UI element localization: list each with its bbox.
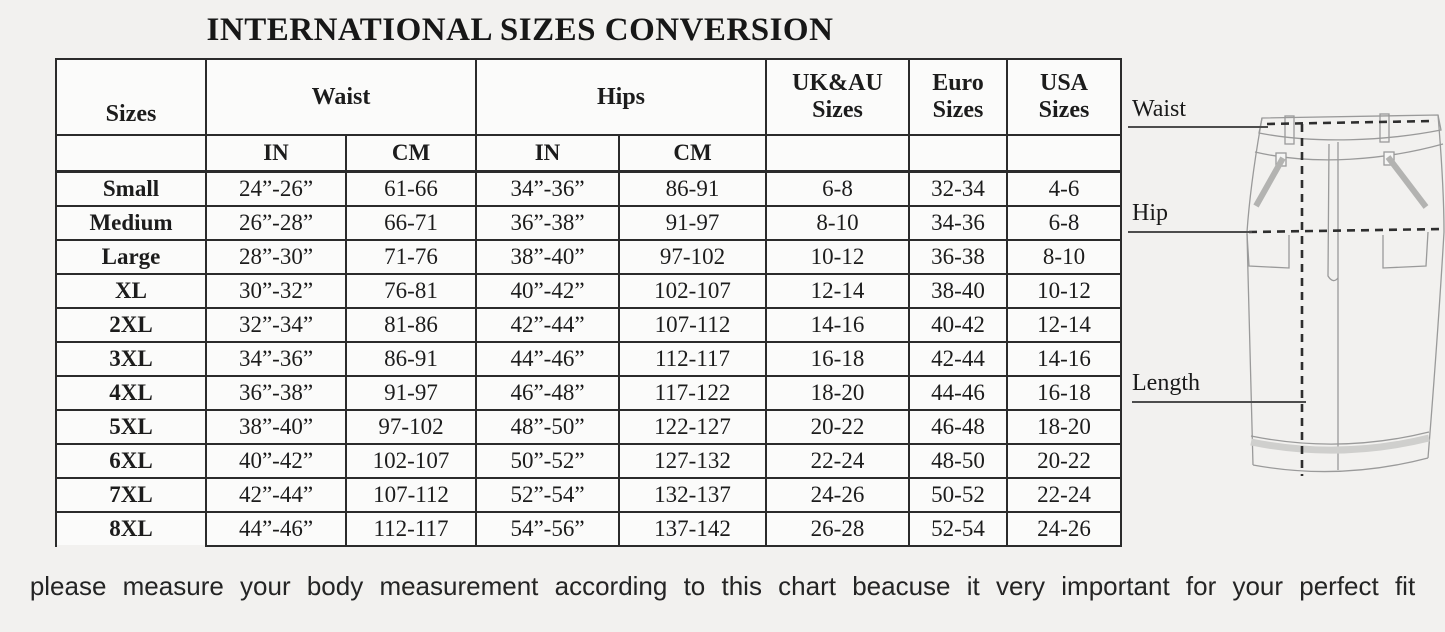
cell-size-label: 4XL	[56, 376, 206, 410]
cell-waist-in: 24”-26”	[206, 172, 346, 207]
table-row	[56, 172, 1121, 207]
cell-waist-in: 26”-28”	[206, 206, 346, 240]
cell-hips-in: 52”-54”	[476, 478, 619, 512]
hip-label: Hip	[1132, 200, 1168, 226]
cell-euro-size: 44-46	[909, 376, 1007, 410]
cell-uk-au-size: 12-14	[766, 274, 909, 308]
header-usa-line1: USA	[1039, 70, 1088, 97]
header-usa	[1007, 59, 1121, 135]
size-table-body	[56, 172, 1121, 547]
cell-size-label: Large	[56, 240, 206, 274]
cell-waist-cm: 71-76	[346, 240, 476, 274]
cell-waist-cm: 61-66	[346, 172, 476, 207]
header-uk-au-line1: UK&AU	[792, 70, 883, 97]
cell-euro-size: 34-36	[909, 206, 1007, 240]
cell-size-label: 3XL	[56, 342, 206, 376]
table-row	[56, 410, 1121, 444]
subheader-waist-in: IN	[206, 135, 346, 172]
cell-hips-in: 54”-56”	[476, 512, 619, 546]
cell-hips-cm: 132-137	[619, 478, 766, 512]
cell-size-label: Small	[56, 172, 206, 207]
cell-euro-size: 52-54	[909, 512, 1007, 546]
waist-label: Waist	[1132, 96, 1187, 122]
cell-hips-in: 50”-52”	[476, 444, 619, 478]
cell-euro-size: 38-40	[909, 274, 1007, 308]
cell-hips-in: 44”-46”	[476, 342, 619, 376]
cell-waist-cm: 102-107	[346, 444, 476, 478]
header-uk-au-line2: Sizes	[812, 97, 863, 123]
cell-uk-au-size: 24-26	[766, 478, 909, 512]
cell-waist-cm: 81-86	[346, 308, 476, 342]
table-row	[56, 342, 1121, 376]
subheader-hips-cm: CM	[619, 135, 766, 172]
cell-usa-size: 12-14	[1007, 308, 1121, 342]
page-title: INTERNATIONAL SIZES CONVERSION	[206, 12, 834, 48]
table-row	[56, 478, 1121, 512]
cell-euro-size: 40-42	[909, 308, 1007, 342]
cell-usa-size: 14-16	[1007, 342, 1121, 376]
cell-size-label: 8XL	[56, 512, 206, 546]
cell-waist-cm: 97-102	[346, 410, 476, 444]
cell-euro-size: 50-52	[909, 478, 1007, 512]
cell-uk-au-size: 14-16	[766, 308, 909, 342]
header-usa-line2: Sizes	[1038, 97, 1090, 123]
cell-uk-au-size: 8-10	[766, 206, 909, 240]
header-hips: Hips	[476, 59, 766, 135]
cell-waist-in: 40”-42”	[206, 444, 346, 478]
length-pointer-line	[1132, 401, 1306, 403]
cell-euro-size: 46-48	[909, 410, 1007, 444]
skirt-illustration	[1225, 108, 1445, 483]
table-row	[56, 512, 1121, 546]
cell-usa-size: 8-10	[1007, 240, 1121, 274]
cell-hips-cm: 102-107	[619, 274, 766, 308]
cell-usa-size: 10-12	[1007, 274, 1121, 308]
cell-waist-in: 34”-36”	[206, 342, 346, 376]
subheader-empty-sizes	[56, 135, 206, 172]
cell-hips-in: 40”-42”	[476, 274, 619, 308]
cell-hips-in: 34”-36”	[476, 172, 619, 207]
cell-hips-cm: 112-117	[619, 342, 766, 376]
table-row	[56, 376, 1121, 410]
cell-euro-size: 36-38	[909, 240, 1007, 274]
cell-hips-in: 42”-44”	[476, 308, 619, 342]
table-row	[56, 240, 1121, 274]
cell-waist-in: 38”-40”	[206, 410, 346, 444]
cell-uk-au-size: 6-8	[766, 172, 909, 207]
cell-usa-size: 18-20	[1007, 410, 1121, 444]
hip-pointer-line	[1128, 231, 1252, 233]
header-euro-line2: Sizes	[932, 97, 984, 123]
cell-size-label: Medium	[56, 206, 206, 240]
cell-uk-au-size: 16-18	[766, 342, 909, 376]
cell-waist-in: 36”-38”	[206, 376, 346, 410]
length-label: Length	[1132, 370, 1200, 396]
cell-waist-in: 30”-32”	[206, 274, 346, 308]
cell-usa-size: 6-8	[1007, 206, 1121, 240]
cell-uk-au-size: 26-28	[766, 512, 909, 546]
table-row	[56, 308, 1121, 342]
cell-waist-in: 44”-46”	[206, 512, 346, 546]
table-row	[56, 444, 1121, 478]
cell-hips-cm: 122-127	[619, 410, 766, 444]
cell-waist-cm: 76-81	[346, 274, 476, 308]
cell-hips-cm: 91-97	[619, 206, 766, 240]
cell-uk-au-size: 22-24	[766, 444, 909, 478]
cell-waist-in: 32”-34”	[206, 308, 346, 342]
waist-pointer-line	[1128, 126, 1268, 128]
cell-usa-size: 24-26	[1007, 512, 1121, 546]
cell-size-label: 5XL	[56, 410, 206, 444]
table-row	[56, 206, 1121, 240]
cell-waist-cm: 66-71	[346, 206, 476, 240]
header-euro-line1: Euro	[932, 70, 984, 97]
subheader-empty-uk-au	[766, 135, 909, 172]
header-waist: Waist	[206, 59, 476, 135]
cell-size-label: 6XL	[56, 444, 206, 478]
header-uk-au	[766, 59, 909, 135]
cell-usa-size: 22-24	[1007, 478, 1121, 512]
cell-hips-cm: 117-122	[619, 376, 766, 410]
cell-uk-au-size: 10-12	[766, 240, 909, 274]
subheader-empty-euro	[909, 135, 1007, 172]
header-euro	[909, 59, 1007, 135]
cell-usa-size: 4-6	[1007, 172, 1121, 207]
table-row	[56, 274, 1121, 308]
cell-waist-cm: 112-117	[346, 512, 476, 546]
cell-waist-in: 42”-44”	[206, 478, 346, 512]
cell-size-label: XL	[56, 274, 206, 308]
cell-hips-cm: 137-142	[619, 512, 766, 546]
cell-hips-cm: 127-132	[619, 444, 766, 478]
cell-waist-cm: 107-112	[346, 478, 476, 512]
subheader-empty-usa	[1007, 135, 1121, 172]
cell-hips-cm: 97-102	[619, 240, 766, 274]
cell-hips-in: 48”-50”	[476, 410, 619, 444]
cell-size-label: 2XL	[56, 308, 206, 342]
cell-hips-cm: 107-112	[619, 308, 766, 342]
cell-euro-size: 48-50	[909, 444, 1007, 478]
bottom-caption: please measure your body measurement according to this chart beacuse it very important for your perfect fit	[29, 571, 1416, 601]
cell-euro-size: 42-44	[909, 342, 1007, 376]
subheader-waist-cm: CM	[346, 135, 476, 172]
size-conversion-table	[55, 58, 1122, 547]
cell-waist-cm: 91-97	[346, 376, 476, 410]
cell-hips-in: 46”-48”	[476, 376, 619, 410]
cell-usa-size: 16-18	[1007, 376, 1121, 410]
cell-euro-size: 32-34	[909, 172, 1007, 207]
cell-waist-cm: 86-91	[346, 342, 476, 376]
cell-uk-au-size: 18-20	[766, 376, 909, 410]
cell-uk-au-size: 20-22	[766, 410, 909, 444]
cell-size-label: 7XL	[56, 478, 206, 512]
cell-usa-size: 20-22	[1007, 444, 1121, 478]
header-sizes: Sizes	[56, 59, 206, 135]
cell-hips-in: 36”-38”	[476, 206, 619, 240]
cell-hips-cm: 86-91	[619, 172, 766, 207]
subheader-hips-in: IN	[476, 135, 619, 172]
cell-waist-in: 28”-30”	[206, 240, 346, 274]
cell-hips-in: 38”-40”	[476, 240, 619, 274]
